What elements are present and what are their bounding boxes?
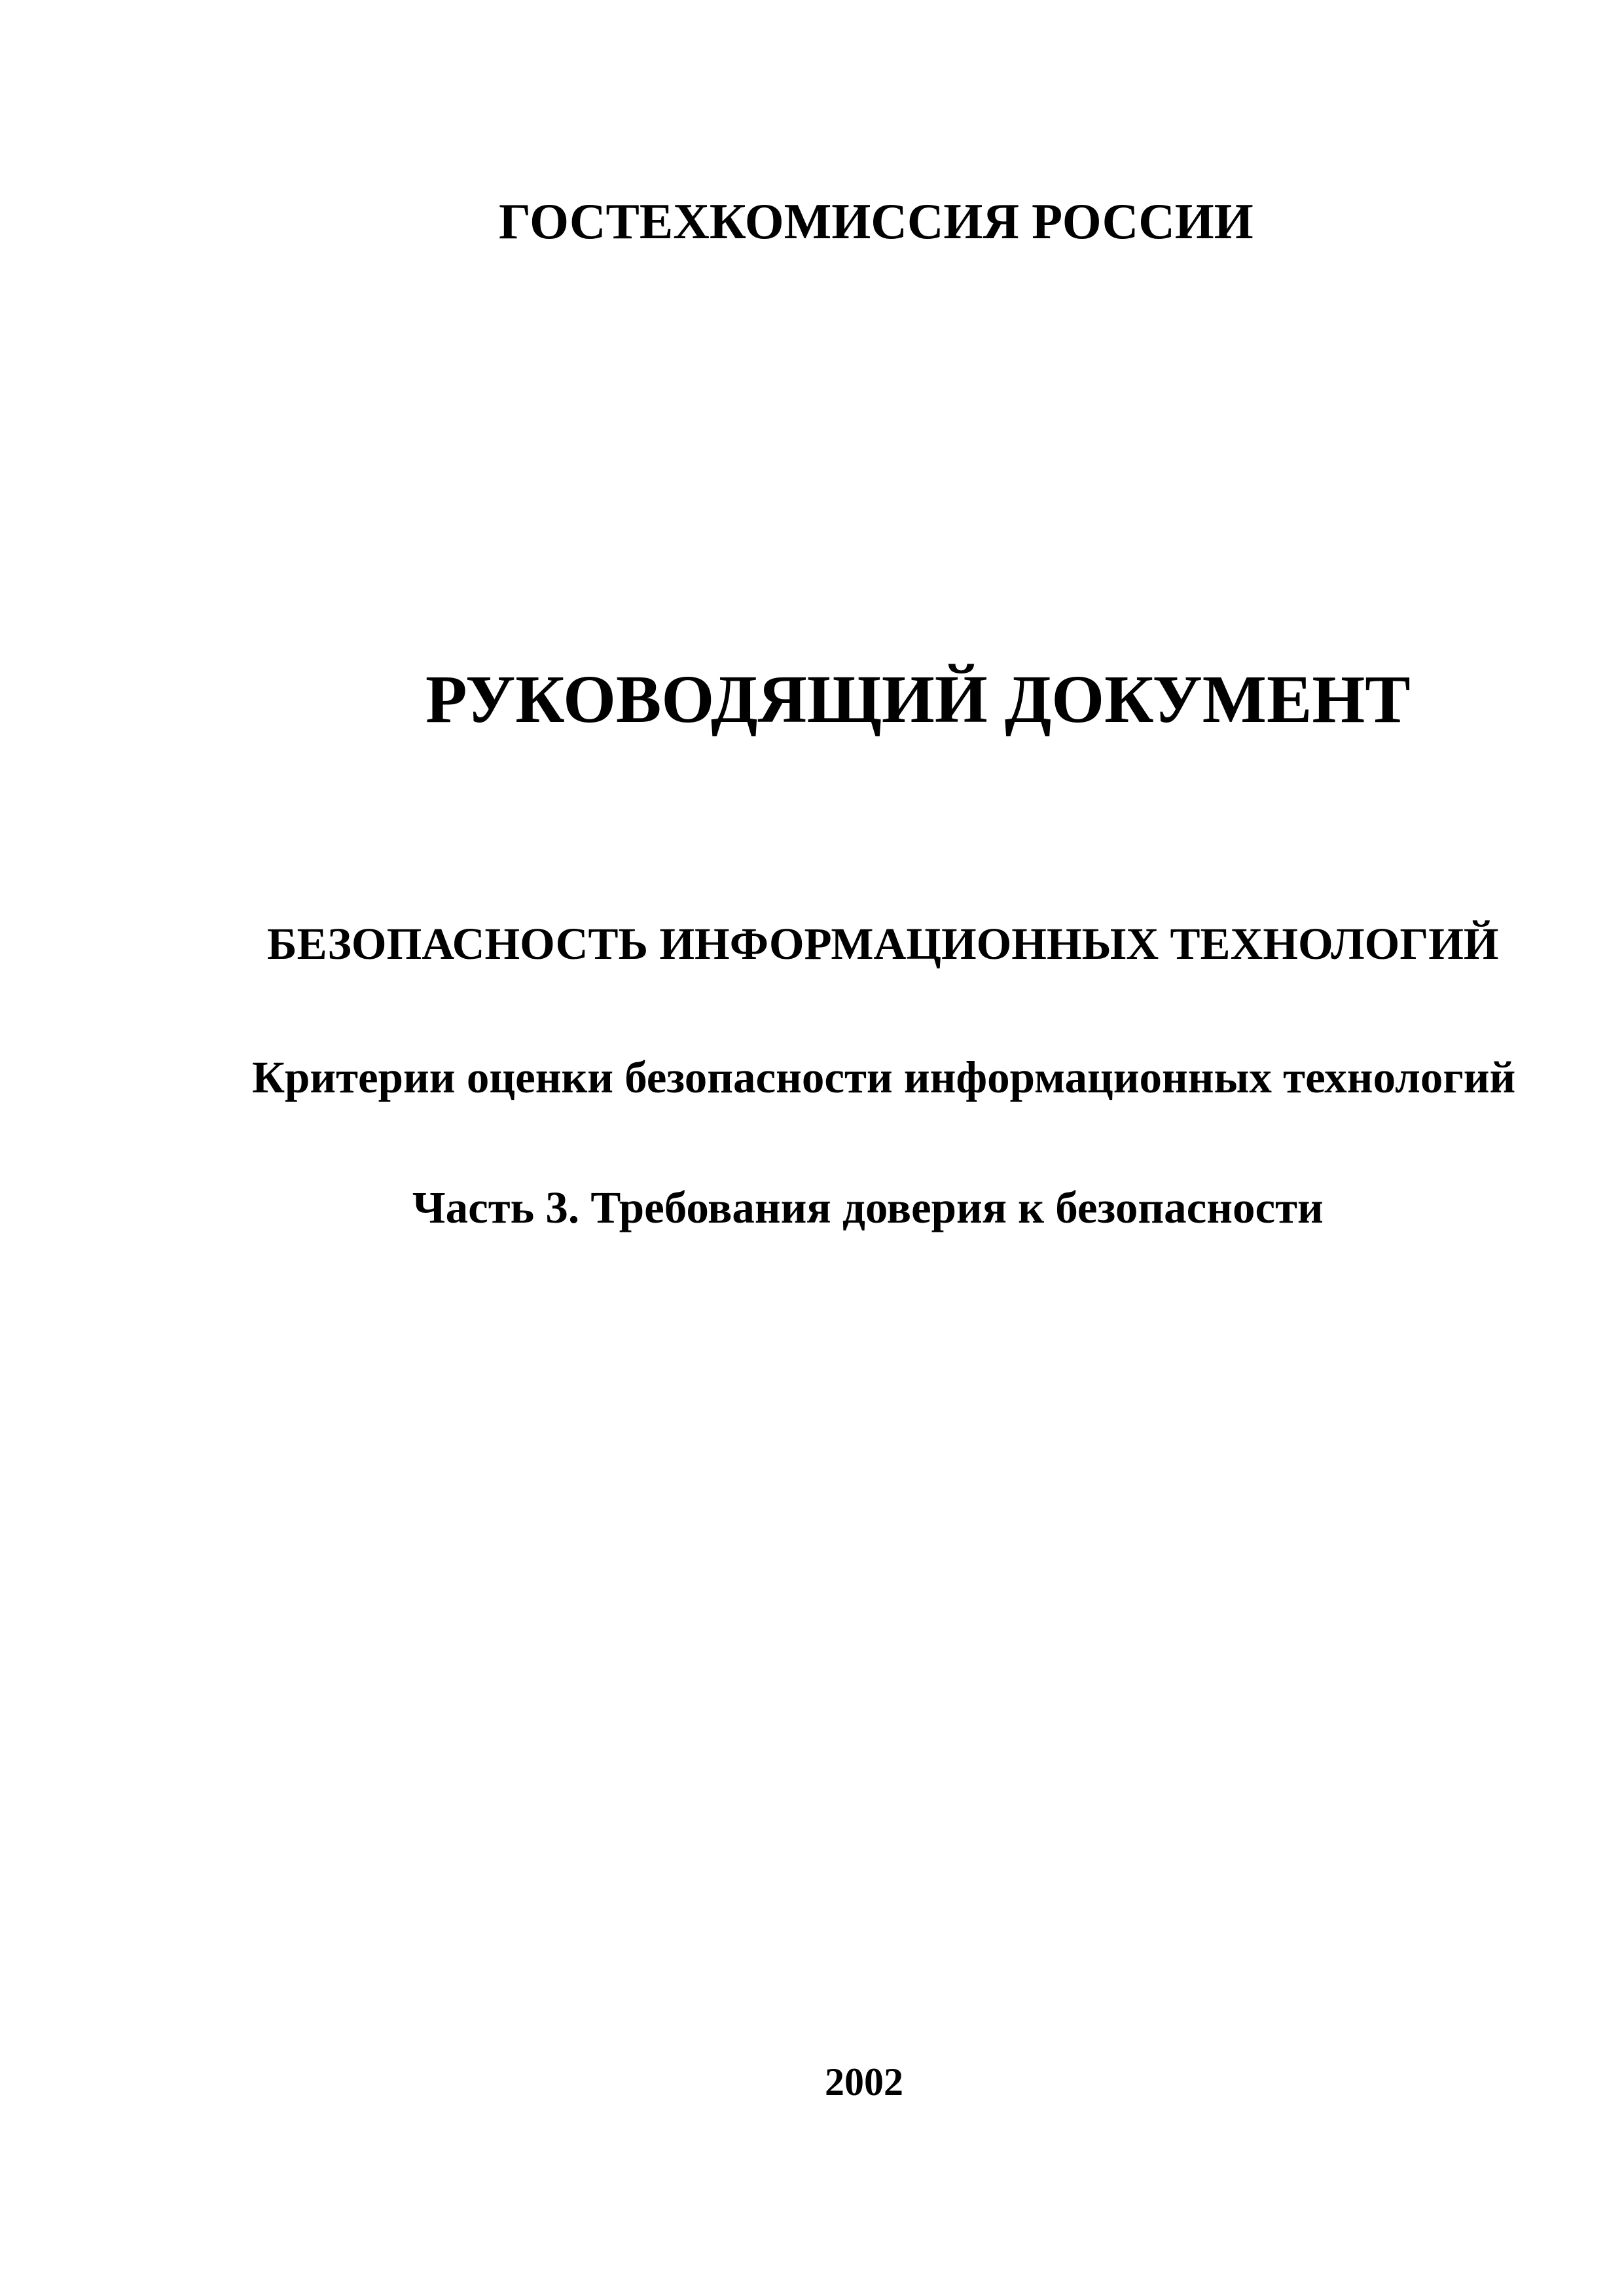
publication-year: 2002 <box>825 2060 903 2104</box>
document-criteria-title: Критерии оценки безопасности информационных технологий <box>252 1052 1516 1102</box>
document-subject: БЕЗОПАСНОСТЬ ИНФОРМАЦИОННЫХ ТЕХНОЛОГИЙ <box>267 919 1499 969</box>
agency-name: ГОСТЕХКОМИССИЯ РОССИИ <box>499 193 1254 249</box>
document-part-title: Часть 3. Требования доверия к безопасности <box>412 1183 1324 1232</box>
document-type-title: РУКОВОДЯЩИЙ ДОКУМЕНТ <box>425 662 1411 737</box>
